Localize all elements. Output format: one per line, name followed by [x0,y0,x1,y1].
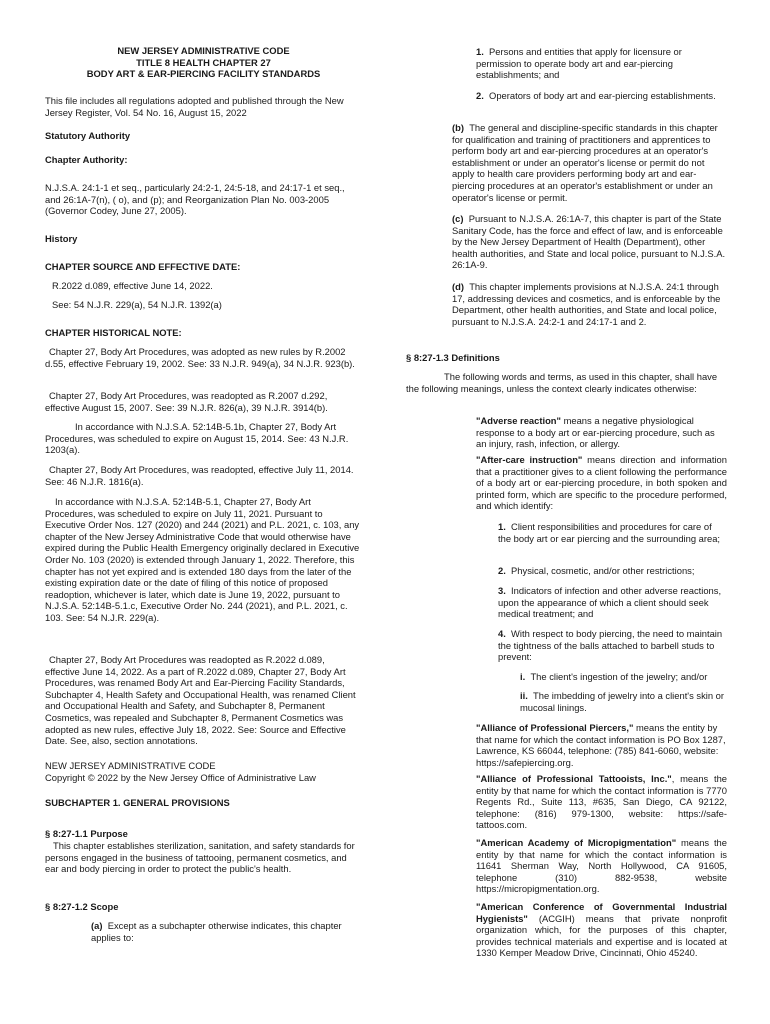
historical-note-heading: CHAPTER HISTORICAL NOTE: [45,327,182,338]
definition-acgih [406,901,727,959]
historical-note-5: In accordance with N.J.S.A. 52:14B-5.1, Chapter 27, Body Art Procedures, was scheduled to expire on July 11, 2021. Pursuant to Executive Order Nos. 127 (2020) and 244 (2021) and P.L. 2021, c. 103, any chapter of the New Jersey Administrative Code that would otherwise have expired during the Public Health Emergency originally declared in Executive Order No. 103 (2020) is extended through January 1, 2022. Therefore, this chapter has not yet expired and is extended 180 days from the later of the existing expiration date or the date of filing of this notice of proposed readoption, whichever is later, which date is June 19, 2022, pursuant to N.J.S.A. 52:14B-5.1.c, Executive Order No. 244 (2021), and P.L. 2021, c. 103. See: 54 N.J.R. 229(a). [45,496,360,623]
scope-item-1-text: Persons and entities that apply for licensure or permission to operate body art and ear-piercing establishments; and [476,46,682,81]
after-care-item-4-num: 4. [498,628,506,639]
after-care-item-4-ii [406,690,727,713]
subchapter-heading: SUBCHAPTER 1. GENERAL PROVISIONS [45,797,230,808]
section-1-3-heading: § 8:27-1.3 Definitions [406,352,500,363]
term-app: "Alliance of Professional Piercers," [476,722,634,733]
header-line-3: BODY ART & EAR-PIERCING FACILITY STANDARDS [86,68,321,80]
subsection-a-label: (a) [91,920,103,931]
adverse-reaction-text: means a negative physiological response to a body art or ear-piercing procedure, such as an injury, rash, infection, or allergy. [476,415,715,450]
after-care-item-4-ii-num: ii. [520,690,528,701]
historical-note-4: Chapter 27, Body Art Procedures, was readopted, effective July 11, 2014. See: 46 N.J.R. 1816(a). [45,464,354,487]
section-1-2-a [45,920,362,943]
after-care-item-4-i-text: The client's ingestion of the jewelry; and/or [530,671,708,682]
section-1-1-heading: § 8:27-1.1 Purpose [45,828,128,839]
term-acgih: "American Conference of Governmental Industrial Hygienists" [476,901,727,924]
after-care-item-3 [406,585,727,620]
subsection-b-label: (b) [452,122,464,133]
after-care-item-2-text: Physical, cosmetic, and/or other restrictions; [511,565,695,576]
aam-text: means the entity by that name for which the contact information is 11641 Sherman Way, North Hollywood, CA 91605, telephone (310) 882-9538, website https://micropigmentation.org. [476,837,727,895]
after-care-item-3-text: Indicators of infection and other adverse reactions, upon the appearance of which a client should seek medical treatment; and [498,585,722,620]
term-apt: "Alliance of Professional Tattooists, Inc." [476,773,672,784]
subsection-d-label: (d) [452,281,464,292]
header-line-1: NEW JERSEY ADMINISTRATIVE CODE [117,45,290,56]
acgih-text: (ACGIH) means that private nonprofit organization which, for the purposes of this chapter, provides technical materials and expertise and is located at 1330 Kemper Meadow Drive, Cincinnati, Ohio 45240. [476,912,727,959]
copyright-notice: Copyright © 2022 by the New Jersey Office of Administrative Law [45,772,316,783]
after-care-item-1-num: 1. [498,521,506,532]
term-after-care: "After-care instruction" [476,454,583,465]
scope-subsection-c [406,213,727,271]
scope-subsection-d [406,281,727,327]
after-care-item-4-ii-text: The imbedding of jewelry into a client's skin or mucosal linings. [520,690,724,713]
scope-item-1 [406,46,727,81]
historical-note-1: Chapter 27, Body Art Procedures, was adopted as new rules by R.2002 d.55, effective February 19, 2002. See: 33 N.J.R. 949(a), 34 N.J.R. 923(b). [45,346,355,369]
apt-text: , means the entity by that name for which the contact information is 7770 Regents Rd., Suite 113, #635, San Diego, CA 92122, telephone: (816) 979-1300, website: https://safe-tattoos.com. [476,773,727,831]
after-care-item-2-num: 2. [498,565,506,576]
source-line-2: See: 54 N.J.R. 229(a), 54 N.J.R. 1392(a) [52,299,222,310]
subsection-c-label: (c) [452,213,464,224]
after-care-item-4-i [406,671,727,683]
scope-item-2-text: Operators of body art and ear-piercing establishments. [489,90,716,101]
document-header [45,45,362,80]
after-care-item-4-text: With respect to body piercing, the need to maintain the tightness of the balls attached to barbell studs to prevent: [498,628,723,663]
after-care-item-1 [406,521,727,544]
after-care-item-4-i-num: i. [520,671,526,682]
definition-aam [406,837,727,895]
subsection-c-text: Pursuant to N.J.S.A. 26:1A-7, this chapter is part of the State Sanitary Code, has the force and effect of law, and is enforceable by the New Jersey Department of Health (Department), other health authorities, and State and local police, pursuant to N.J.S.A. 26:1A-9. [452,213,726,271]
definition-adverse-reaction [406,415,727,450]
source-line-1: R.2022 d.089, effective June 14, 2022. [52,280,213,291]
app-text: means the entity by that name for which the contact information is PO Box 1287, Lawrence, KS 66044, telephone: (785) 841-6060, website: https://safepiercing.org. [476,722,726,768]
intro-text: This file includes all regulations adopted and published through the New Jersey Register, Vol. 54 No. 16, August 15, 2022 [45,95,344,118]
statutory-authority-heading: Statutory Authority [45,130,131,141]
copyright-title: NEW JERSEY ADMINISTRATIVE CODE [45,760,216,771]
term-aam: "American Academy of Micropigmentation" [476,837,677,848]
after-care-item-4 [406,628,727,663]
after-care-item-3-num: 3. [498,585,506,596]
chapter-authority-heading: Chapter Authority: [45,154,128,165]
subsection-d-text: This chapter implements provisions at N.J.S.A. 24:1 through 17, addressing devices and cosmetics, and is enforceable by the Department, other health authorities, and State and local police, pursuant to N.J.S.A. 24:2-1 and 24:17-1 and 2. [452,281,721,327]
scope-item-1-num: 1. [476,46,484,57]
scope-item-2-num: 2. [476,90,484,101]
after-care-item-1-text: Client responsibilities and procedures for care of the body art or ear piercing and the surrounding area; [498,521,721,544]
historical-note-2: Chapter 27, Body Art Procedures, was readopted as R.2007 d.292, effective August 15, 2007. See: 39 N.J.R. 826(a), 39 N.J.R. 3914(b). [45,390,328,413]
definition-app [406,722,727,768]
historical-note-3: In accordance with N.J.S.A. 52:14B-5.1b, Chapter 27, Body Art Procedures, was scheduled to expire on August 15, 2014. See: 43 N.J.R. 1203(a). [45,421,349,456]
scope-subsection-b [406,122,727,203]
after-care-item-2 [406,565,727,577]
section-1-2-heading: § 8:27-1.2 Scope [45,901,119,912]
authority-text: N.J.S.A. 24:1-1 et seq., particularly 24:2-1, 24:5-18, and 24:17-1 et seq., and 26:1A-7(n), ( o), and (p); and Reorganization Plan No. 003-2005 (Governor Codey, June 27, 2005). [45,182,345,217]
after-care-text: means direction and information that a practitioner gives to a client following the performance of a body art or ear-piercing procedure, in both spoken and printed form, which are specific to the procedure performed, and which identify: [476,454,727,512]
source-heading: CHAPTER SOURCE AND EFFECTIVE DATE: [45,261,241,272]
subsection-a-text: Except as a subchapter otherwise indicates, this chapter applies to: [91,920,342,943]
definition-apt [406,773,727,831]
definition-after-care [406,454,727,512]
subsection-b-text: The general and discipline-specific standards in this chapter for qualification and training of practitioners and apprentices to perform body art and ear-piercing procedures at an operator's establishment or under an operator's license or permit do not apply to health care providers performing body art and ear-piercing procedures at an operator's establishment or under an operator's license or permit. [452,122,718,203]
term-adverse-reaction: "Adverse reaction" [476,415,561,426]
historical-note-6: Chapter 27, Body Art Procedures was readopted as R.2022 d.089, effective June 14, 2022. As a part of R.2022 d.089, Chapter 27, Body Art Procedures, was renamed Body Art and Ear-Piercing Facility Standards, Subchapter 4, Health Safety and Occupational Health, was renamed Client and Occupational Health and Safety, and Subchapter 8, Permanent Cosmetics, was repealed and Subchapter 8, Permanent Cosmetics was adopted as new rules, effective July 18, 2022. See: Source and Effective Date. See, also, section annotations. [45,654,356,747]
scope-item-2 [406,90,727,102]
history-heading: History [45,233,78,244]
definitions-intro: The following words and terms, as used in this chapter, shall have the following meanings, unless the context clearly indicates otherwise: [406,371,718,394]
header-line-2: TITLE 8 HEALTH CHAPTER 27 [136,56,271,68]
section-1-1-text: This chapter establishes sterilization, sanitation, and safety standards for persons engaged in the business of tattooing, permanent cosmetics, and ear and body piercing in order to protect the public's health. [45,840,355,875]
